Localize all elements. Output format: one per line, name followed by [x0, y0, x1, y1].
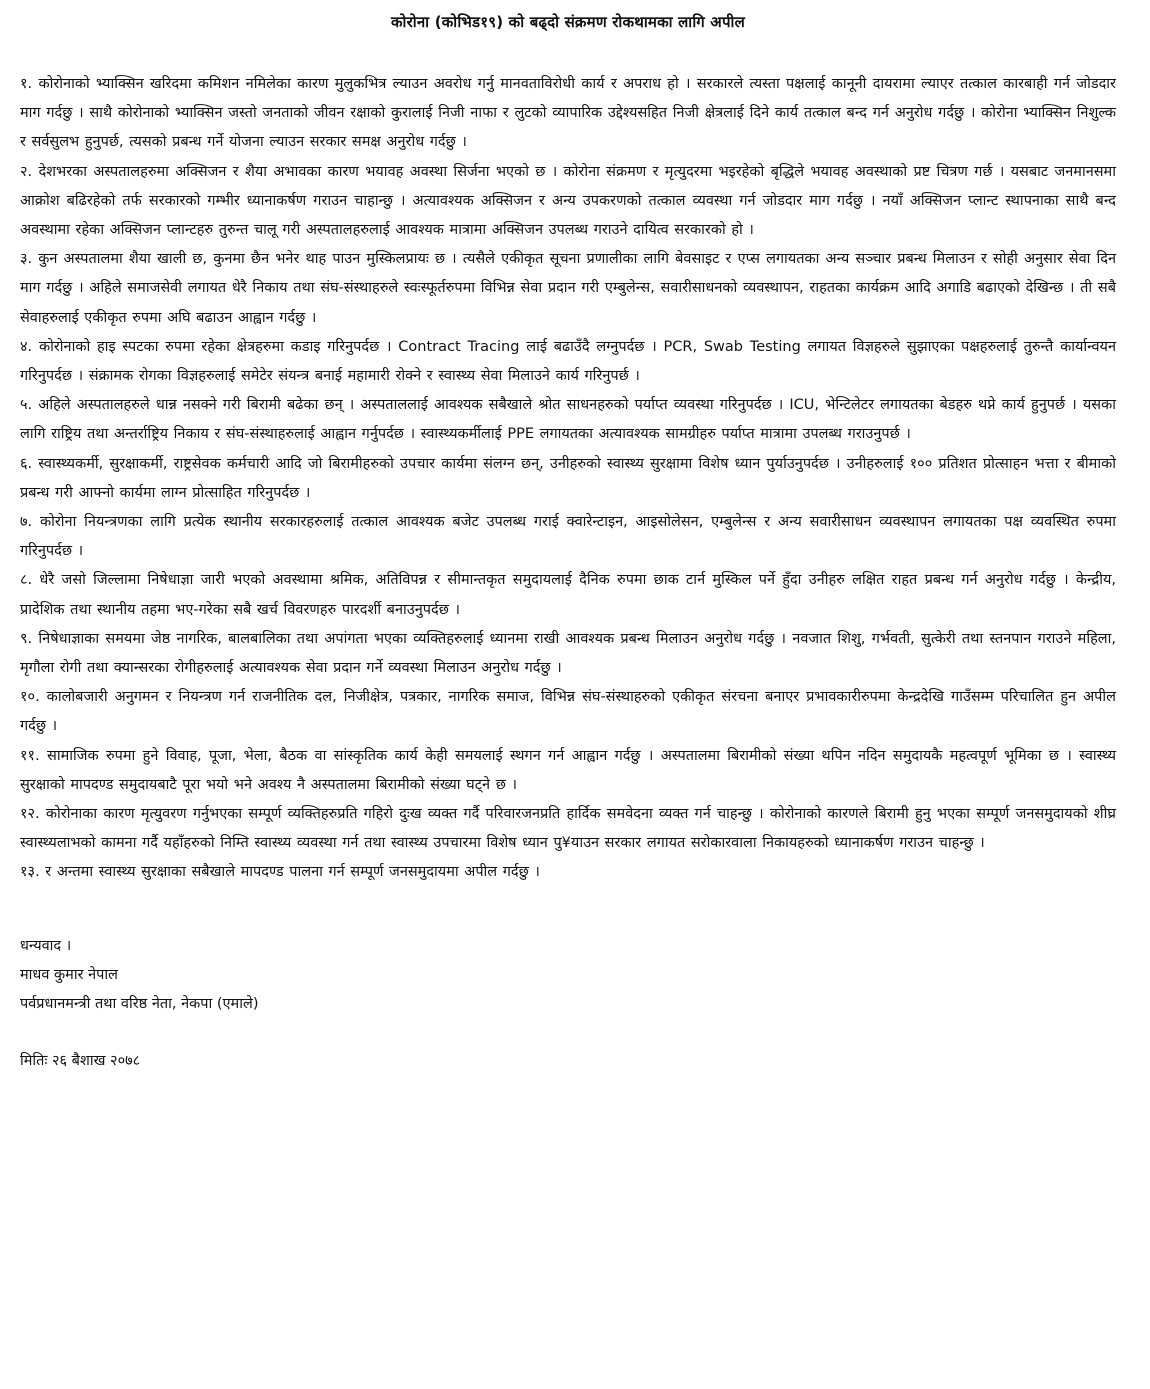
- paragraph-list: [20, 70, 1116, 888]
- signatory-designation: पर्वप्रधानमन्त्री तथा वरिष्ठ नेता, नेकपा (एमाले): [20, 996, 259, 1013]
- appeal-document: [20, 12, 1116, 1077]
- paragraph-12: १२. कोरोनाका कारण मृत्युवरण गर्नुभएका सम्पूर्ण व्यक्तिहरुप्रति गहिरो दुःख व्यक्त गर्दै परिवारजनप्रति हार्दिक समवेदना व्यक्त गर्न चाहन्छु । कोरोनाको कारणले बिरामी हुनु भएका सम्पूर्ण जनसमुदायको शीघ्र स्वास्थ्यलाभको कामना गर्दै यहाँहरुको निम्ति स्वास्थ्य व्यवस्था गर्न तथा स्वास्थ्य उपचारमा विशेष ध्यान पु¥याउन सरकार लगायत सरोकारवाला निकायहरुको ध्यानाकर्षण गराउन चाहन्छु ।: [20, 806, 1116, 852]
- closing-thanks: धन्यवाद ।: [20, 937, 72, 954]
- closing-block: [20, 932, 1116, 1020]
- paragraph-3: ३. कुन अस्पतालमा शैया खाली छ, कुनमा छैन भनेर थाह पाउन मुस्किलप्रायः छ । त्यसैले एकीकृत सूचना प्रणालीका लागि बेवसाइट र एप्स लगायतका अन्य सञ्चार प्रबन्ध मिलाउन र सोही अनुसार सेवा दिन माग गर्दछु । अहिले समाजसेवी लगायत धेरै निकाय तथा संघ-संस्थाहरुले स्वःस्फूर्तरुपमा विभिन्न सेवा प्रदान गरी एम्बुलेन्स, सवारीसाधनको व्यवस्थापन, राहतका कार्यक्रम आदि अगाडि बढाएको देखिन्छ । ती सबै सेवाहरुलाई एकीकृत रुपमा अघि बढाउन आह्वान गर्दछु ।: [20, 251, 1116, 326]
- document-title: कोरोना (कोभिड१९) को बढ्दो संक्रमण रोकथामका लागि अपील: [391, 13, 745, 31]
- paragraph-1: १. कोरोनाको भ्याक्सिन खरिदमा कमिशन नमिलेका कारण मुलुकभित्र ल्याउन अवरोध गर्नु मानवताविरोधी कार्य र अपराध हो । सरकारले त्यस्ता पक्षलाई कानूनी दायरामा ल्याएर तत्काल कारबाही गर्न जोडदार माग गर्दछु । साथै कोरोनाको भ्याक्सिन जस्तो जनताको जीवन रक्षाको कुरालाई निजी नाफा र लुटको व्यापारिक उद्देश्यसहित निजी क्षेत्रलाई दिने कार्य तत्काल बन्द गर्न अनुरोध गर्दछु । कोरोना भ्याक्सिन निशुल्क र सर्वसुलभ हुनुपर्छ, त्यसको प्रबन्ध गर्ने योजना ल्याउन सरकार समक्ष अनुरोध गर्दछु ।: [20, 76, 1116, 151]
- signatory-name: माधव कुमार नेपाल: [20, 966, 118, 983]
- paragraph-11: ११. सामाजिक रुपमा हुने विवाह, पूजा, भेला, बैठक वा सांस्कृतिक कार्य केही समयलाई स्थगन गर्न आह्वान गर्दछु । अस्पतालमा बिरामीको संख्या थपिन नदिन समुदायकै महत्वपूर्ण भूमिका छ । स्वास्थ्य सुरक्षाको मापदण्ड समुदायबाटै पूरा भयो भने अवश्य नै अस्पतालमा बिरामीको संख्या घट्ने छ ।: [20, 747, 1116, 793]
- paragraph-4: ४. कोरोनाको हाइ स्पटका रुपमा रहेका क्षेत्रहरुमा कडाइ गरिनुपर्दछ । Contract Tracing लाई बढाउँदै लग्नुपर्दछ । PCR, Swab Testing लगायत विज्ञहरुले सुझाएका पक्षहरुलाई तुरुन्तै कार्यान्वयन गरिनुपर्दछ । संक्रामक रोगका विज्ञहरुलाई समेटेर संयन्त्र बनाई महामारी रोक्ने र स्वास्थ्य सेवा मिलाउने कार्य गरिनुपर्छ ।: [20, 338, 1116, 385]
- paragraph-5: ५. अहिले अस्पतालहरुले धान्न नसक्ने गरी बिरामी बढेका छन् । अस्पताललाई आवश्यक सबैखाले श्रोत साधनहरुको पर्याप्त व्यवस्था गरिनुपर्दछ । ICU, भेन्टिलेटर लगायतका बेडहरु थप्ने कार्य हुनुपर्छ । यसका लागि राष्ट्रिय तथा अन्तर्राष्ट्रिय निकाय र संघ-संस्थाहरुलाई आह्वान गर्नुपर्दछ । स्वास्थ्यकर्मीलाई PPE लगायतका अत्यावश्यक सामग्रीहरु पर्याप्त मात्रामा उपलब्ध गराउनुपर्छ ।: [20, 397, 1116, 443]
- paragraph-6: ६. स्वास्थ्यकर्मी, सुरक्षाकर्मी, राष्ट्रसेवक कर्मचारी आदि जो बिरामीहरुको उपचार कार्यमा संलग्न छन्, उनीहरुको स्वास्थ्य सुरक्षामा विशेष ध्यान पुर्याउनुपर्दछ । उनीहरुलाई १०० प्रतिशत प्रोत्साहन भत्ता र बीमाको प्रबन्ध गरी आफ्नो कार्यमा लाग्न प्रोत्साहित गरिनुपर्दछ ।: [20, 455, 1116, 501]
- paragraph-9: ९. निषेधाज्ञाका समयमा जेष्ठ नागरिक, बालबालिका तथा अपांगता भएका व्यक्तिहरुलाई ध्यानमा राखी आवश्यक प्रबन्ध मिलाउन अनुरोध गर्दछु । नवजात शिशु, गर्भवती, सुत्केरी तथा स्तनपान गराउने महिला, मृगौला रोगी तथा क्यान्सरका रोगीहरुलाई अत्यावश्यक सेवा प्रदान गर्ने व्यवस्था मिलाउन अनुरोध गर्दछु ।: [20, 630, 1116, 677]
- document-date: मितिः २६ बैशाख २०७८: [20, 1053, 141, 1070]
- paragraph-7: ७. कोरोना नियन्त्रणका लागि प्रत्येक स्थानीय सरकारहरुलाई तत्काल आवश्यक बजेट उपलब्ध गराई क्वारेन्टाइन, आइसोलेसन, एम्बुलेन्स र अन्य सवारीसाधन व्यवस्थापन लगायतका पक्ष व्यवस्थित रुपमा गरिनुपर्दछ ।: [20, 514, 1116, 560]
- paragraph-2: २. देशभरका अस्पतालहरुमा अक्सिजन र शैया अभावका कारण भयावह अवस्था सिर्जना भएको छ । कोरोना संक्रमण र मृत्युदरमा भइरहेको बृद्धिले भयावह अवस्थाको प्रष्ट चित्रण गर्छ । यसबाट जनमानसमा आक्रोश बढिरहेको तर्फ सरकारको गम्भीर ध्यानाकर्षण गराउन चाहान्छु । अत्यावश्यक अक्सिजन र अन्य उपकरणको तत्काल व्यवस्था गर्न जोडदार माग गर्दछु । नयाँ अक्सिजन प्लान्ट स्थापनाका साथै बन्द अवस्थामा रहेका अक्सिजन प्लान्टहरु तुरुन्त चालू गरी अस्पतालहरुलाई आवश्यक मात्रामा अक्सिजन उपलब्ध गराउने दायित्व सरकारको हो ।: [20, 163, 1116, 239]
- paragraph-8: ८. धेरै जसो जिल्लामा निषेधाज्ञा जारी भएको अवस्थामा श्रमिक, अतिविपन्न र सीमान्तकृत समुदायलाई दैनिक रुपमा छाक टार्न मुस्किल पर्ने हुँदा उनीहरु लक्षित राहत प्रबन्ध गर्न अनुरोध गर्दछु । केन्द्रीय, प्रादेशिक तथा स्थानीय तहमा भए-गरेका सबै खर्च विवरणहरु पारदर्शी बनाउनुपर्दछ ।: [20, 572, 1116, 618]
- paragraph-13: १३. र अन्तमा स्वास्थ्य सुरक्षाका सबैखाले मापदण्ड पालना गर्न सम्पूर्ण जनसमुदायमा अपील गर्दछु ।: [20, 864, 540, 881]
- paragraph-10: १०. कालोबजारी अनुगमन र नियन्त्रण गर्न राजनीतिक दल, निजीक्षेत्र, पत्रकार, नागरिक समाज, विभिन्न संघ-संस्थाहरुको एकीकृत संरचना बनाएर प्रभावकारीरुपमा केन्द्रदेखि गाउँसम्म परिचालित हुन अपील गर्दछु ।: [20, 689, 1116, 735]
